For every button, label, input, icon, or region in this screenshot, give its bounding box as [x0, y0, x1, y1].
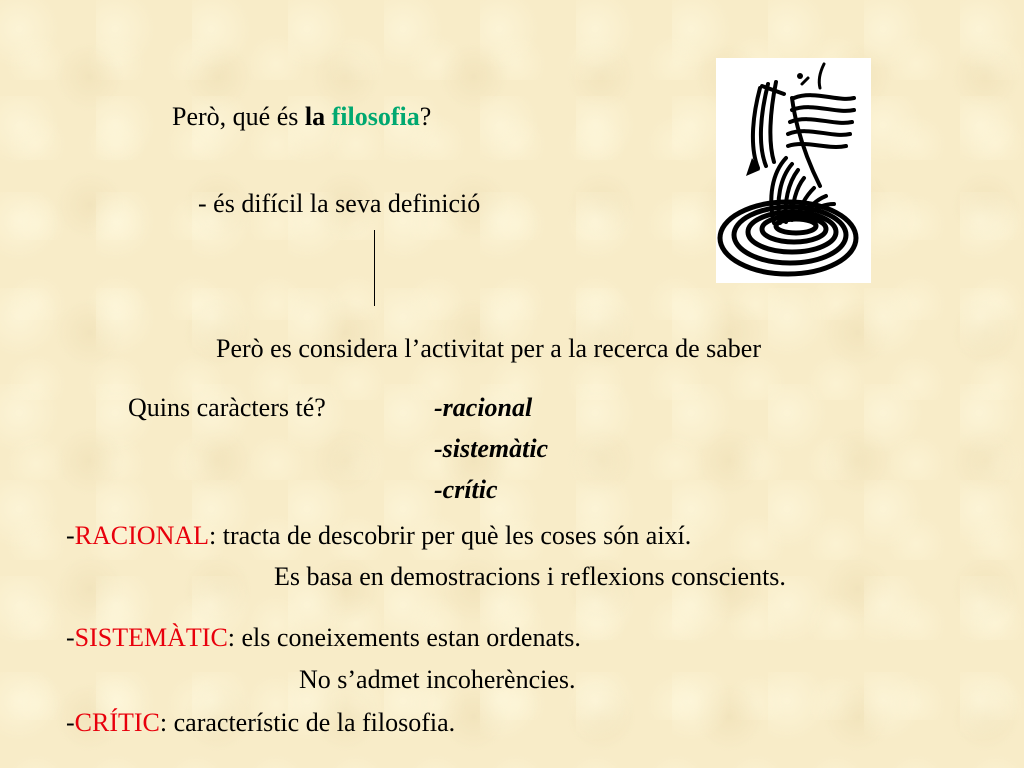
definition-text: : tracta de descobrir per què les coses són així.	[209, 521, 692, 550]
statement: Però es considera l’activitat per a la recerca de saber	[216, 334, 761, 363]
definition-continuation: Es basa en demostracions i reflexions conscients.	[274, 562, 786, 591]
characteristic-item: -racional	[434, 393, 533, 422]
illustration	[716, 58, 871, 283]
definition-dash: -	[66, 623, 75, 652]
characteristics-question: Quins caràcters té?	[128, 393, 326, 422]
subtitle: - és difícil la seva definició	[198, 189, 481, 218]
definition-term: SISTEMÀTIC	[74, 623, 228, 652]
title-highlight: filosofia	[331, 102, 420, 131]
characteristic-item: -crític	[434, 475, 498, 504]
title-bold-word: la	[304, 102, 326, 131]
definition-term: RACIONAL	[74, 521, 210, 550]
abstract-ink-drawing-icon	[716, 58, 871, 283]
definition-term: CRÍTIC	[74, 708, 160, 737]
slide-title	[172, 102, 431, 132]
definition-continuation: No s’admet incoherències.	[299, 665, 576, 694]
definition-racional	[66, 521, 691, 551]
definition-text: : els coneixements estan ordenats.	[227, 623, 581, 652]
definition-dash: -	[66, 708, 75, 737]
characteristic-item: -sistemàtic	[434, 434, 549, 463]
definition-sistematic	[66, 623, 581, 653]
definition-dash: -	[66, 521, 75, 550]
divider-line	[374, 230, 375, 306]
title-suffix: ?	[419, 102, 432, 131]
title-prefix: Però, qué és	[172, 102, 299, 131]
definition-critic	[66, 708, 455, 738]
definition-text: : característic de la filosofia.	[159, 708, 456, 737]
